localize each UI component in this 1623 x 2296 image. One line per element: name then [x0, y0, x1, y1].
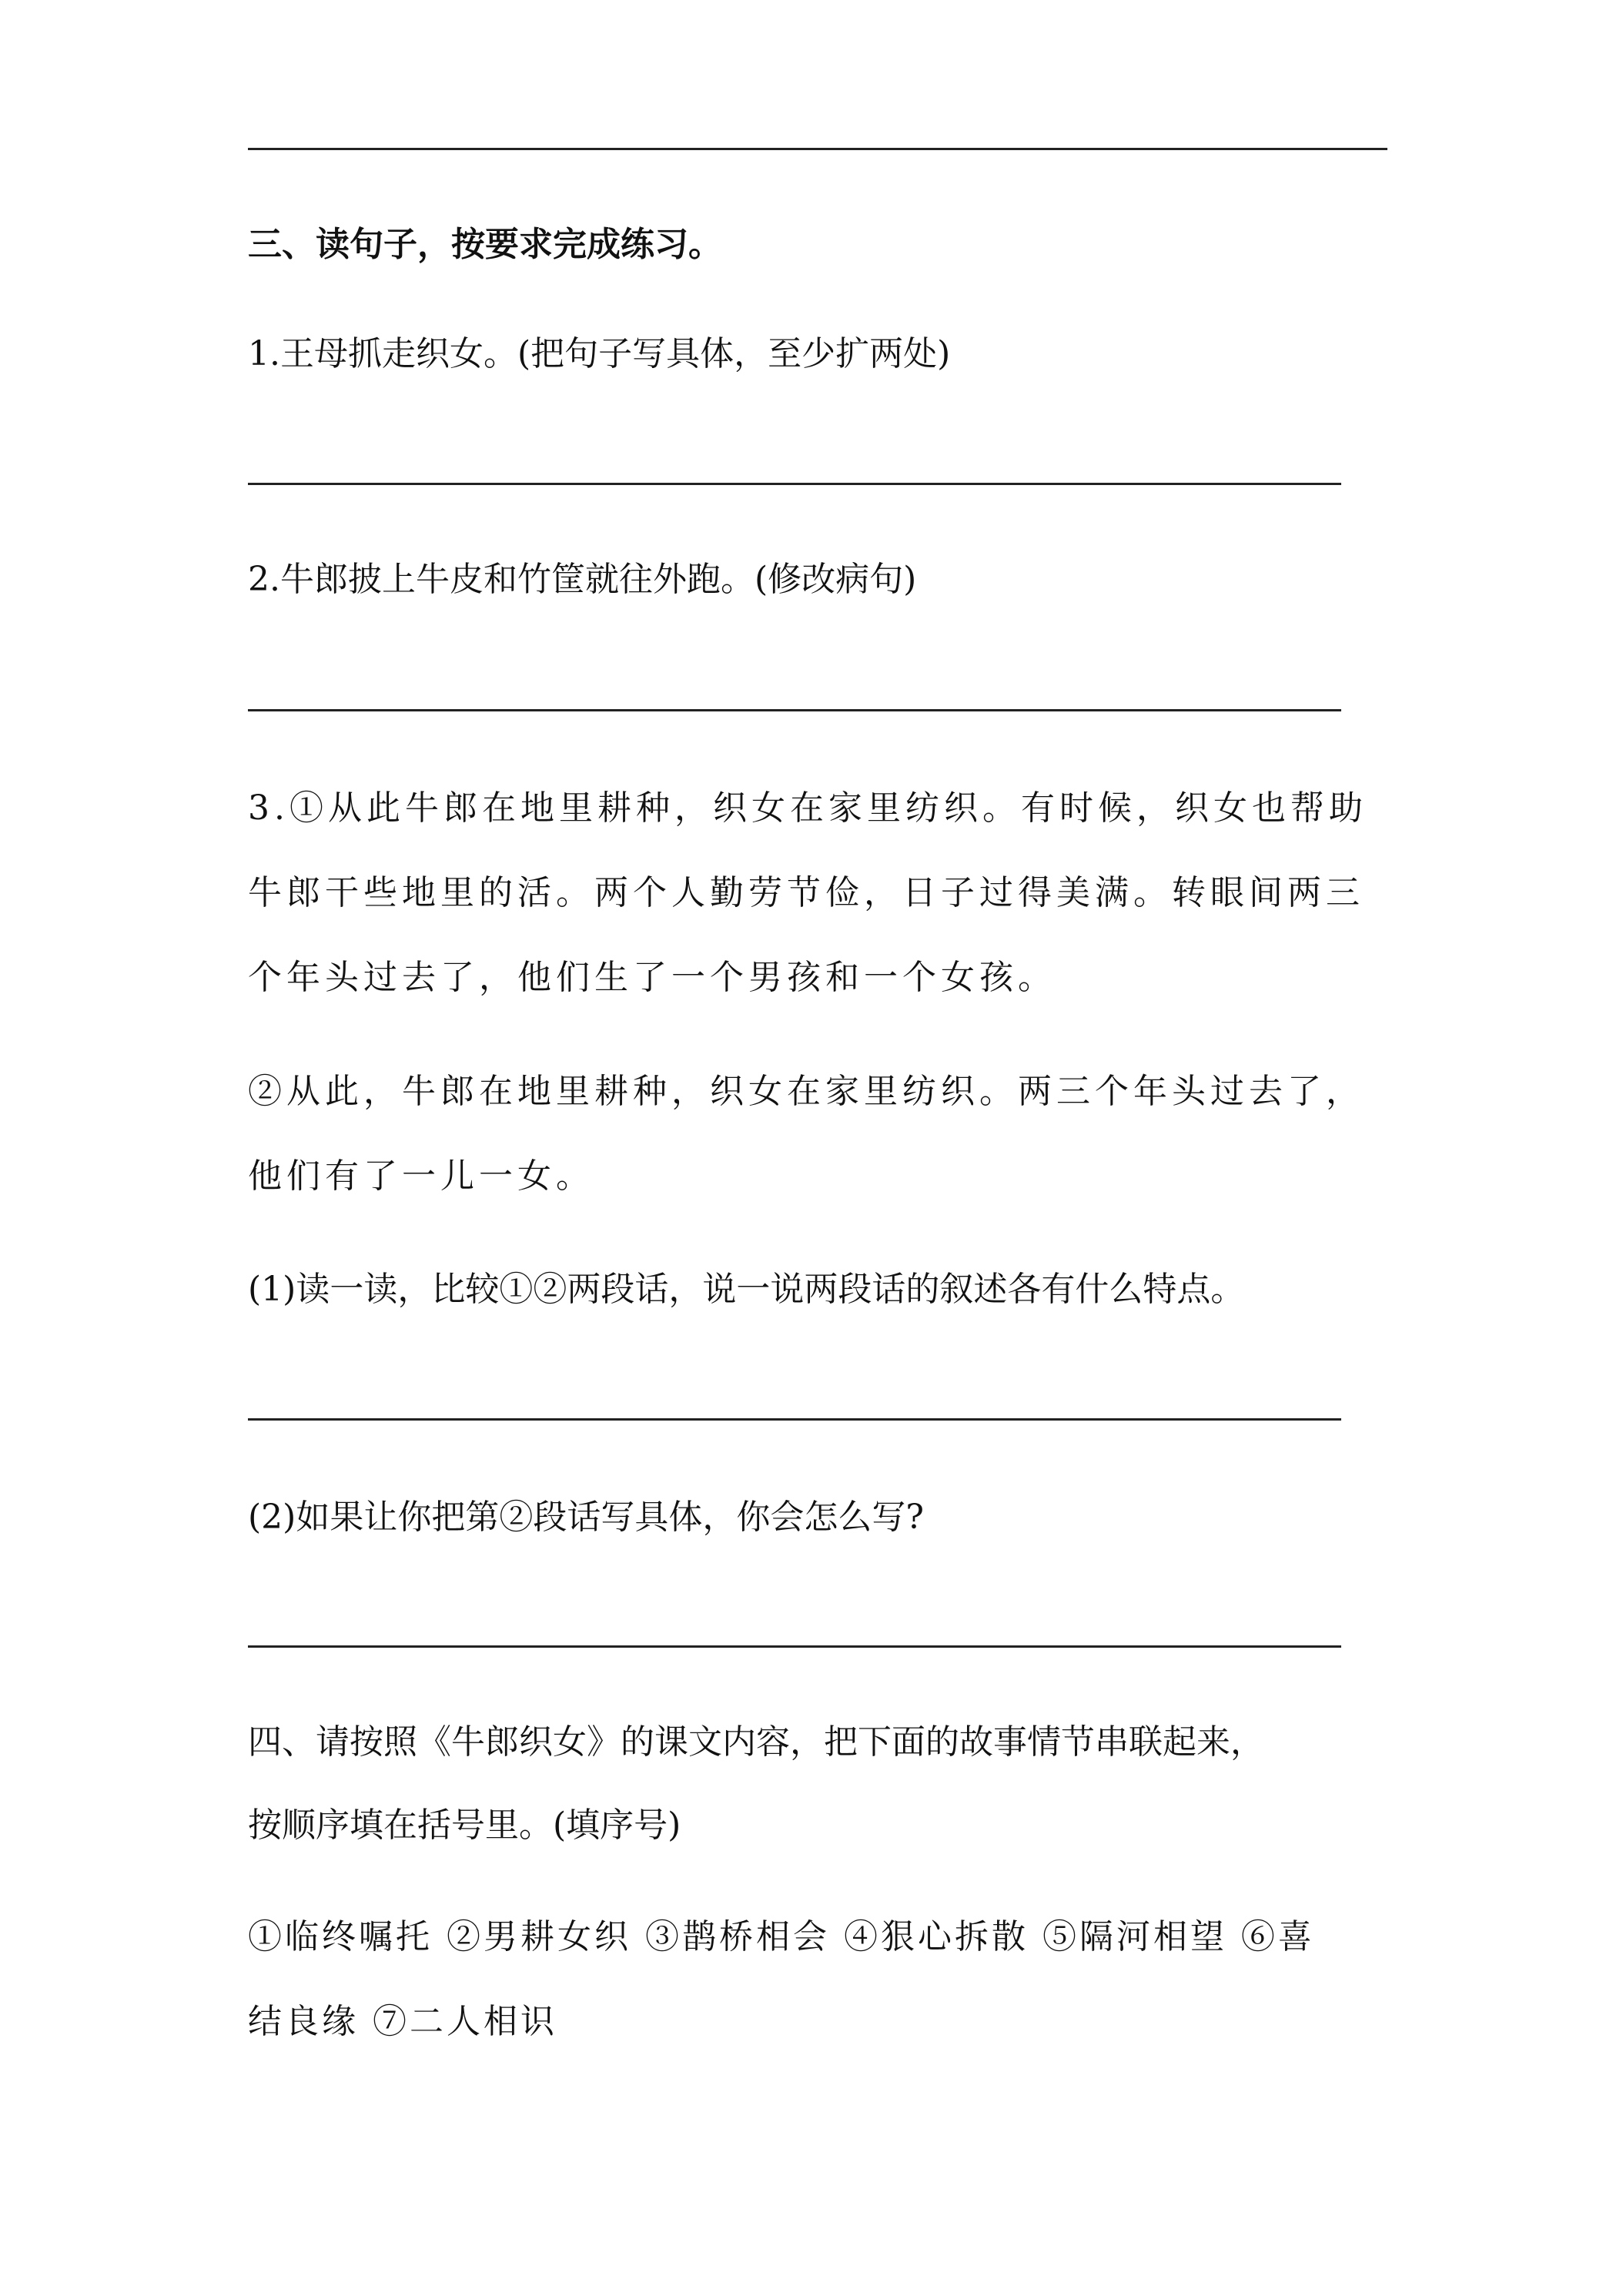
answer-line-3[interactable] — [248, 1418, 1341, 1421]
question-1: 1.王母抓走织女。(把句子写具体，至少扩两处) — [248, 334, 951, 373]
question-3-sub-2: (2)如果让你把第②段话写具体，你会怎么写? — [248, 1498, 924, 1537]
question-3-passage-2: ②从此，牛郎在地里耕种，织女在家里纺织。两三个年头过去了，他们有了一儿一女。 — [248, 1072, 1364, 1196]
plot-items-line-2: 结良缘 ⑦二人相识 — [248, 2002, 557, 2041]
answer-line-2[interactable] — [248, 709, 1341, 711]
section4-heading-line-1: 四、请按照《牛郎织女》的课文内容，把下面的故事情节串联起来， — [248, 1722, 1264, 1762]
plot-items-line-1: ①临终嘱托 ②男耕女织 ③鹊桥相会 ④狠心拆散 ⑤隔河相望 ⑥喜 — [248, 1917, 1315, 1956]
answer-line-4[interactable] — [248, 1645, 1341, 1648]
question-3-passage-1: 3.①从此牛郎在地里耕种，织女在家里纺织。有时候，织女也帮助牛郎干些地里的活。两个人勤劳节俭，日子过得美满。转眼间两三个年头过去了，他们生了一个男孩和一个女孩。 — [248, 788, 1367, 997]
question-2: 2.牛郎披上牛皮和竹筐就往外跑。(修改病句) — [248, 560, 917, 599]
section3-heading: 三、读句子，按要求完成练习。 — [248, 225, 722, 264]
question-3-sub-1: (1)读一读，比较①②两段话，说一说两段话的叙述各有什么特点。 — [248, 1270, 1245, 1309]
section4-heading-line-2: 按顺序填在括号里。(填序号) — [248, 1806, 681, 1845]
answer-line-1[interactable] — [248, 483, 1341, 485]
top-rule — [248, 148, 1387, 150]
